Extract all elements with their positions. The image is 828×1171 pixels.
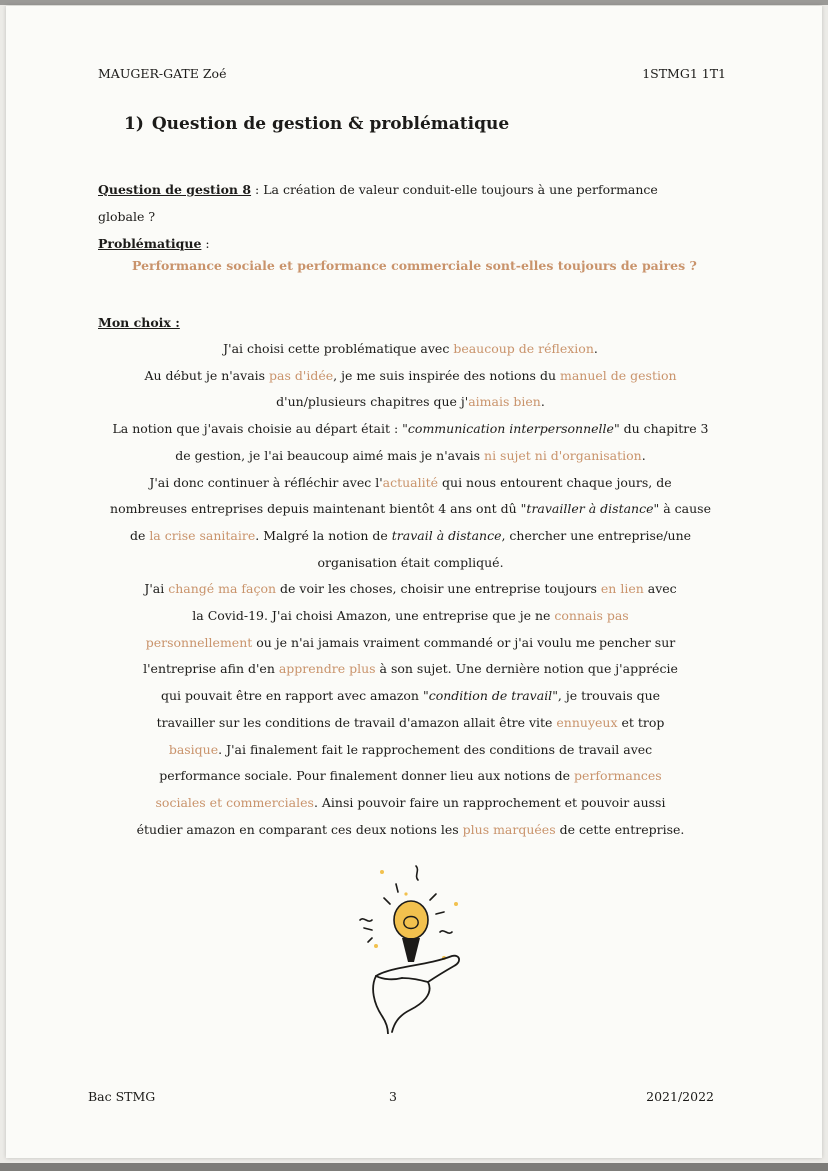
italic-text: communication interpersonnelle xyxy=(407,421,614,437)
highlighted-text: changé ma façon xyxy=(168,581,277,597)
author-name: MAUGER-GATE Zoé xyxy=(98,66,227,81)
paragraph-text: de cette entreprise. xyxy=(555,821,685,837)
highlighted-text: en lien xyxy=(600,581,644,597)
paragraph-text: étudier amazon en comparant ces deux notions les xyxy=(136,821,463,837)
paragraph-line xyxy=(98,817,723,844)
document-page xyxy=(6,6,822,1158)
highlighted-text: aimais bien xyxy=(468,394,541,410)
paragraph-line xyxy=(98,496,723,523)
paragraph-text: " du chapitre 3 xyxy=(613,421,709,437)
choix-paragraph xyxy=(98,336,723,843)
highlighted-text: plus marquées xyxy=(462,821,556,837)
highlighted-text: pas d'idée xyxy=(269,367,334,383)
paragraph-text: l'entreprise afin d'en xyxy=(143,661,279,677)
paragraph-text: de gestion, je l'ai beaucoup aimé mais je n'avais xyxy=(175,447,485,463)
paragraph-line xyxy=(98,576,723,603)
paragraph-line xyxy=(98,630,723,657)
paragraph-text: , chercher une entreprise/une xyxy=(501,527,692,543)
highlighted-text: actualité xyxy=(382,474,439,490)
highlighted-text: ennuyeux xyxy=(556,714,618,730)
paragraph-line xyxy=(98,710,723,737)
paragraph-line xyxy=(98,336,723,363)
highlighted-text: ni sujet ni d'organisation xyxy=(484,447,642,463)
section-number: 1) xyxy=(124,114,144,134)
paragraph-text: à son sujet. Une dernière notion que j'apprécie xyxy=(375,661,678,677)
paragraph-line xyxy=(98,470,723,497)
question-text: La création de valeur conduit-elle toujours à une performance xyxy=(263,182,658,197)
paragraph-text: la Covid-19. J'ai choisi Amazon, une entreprise que je ne xyxy=(192,608,555,624)
highlighted-text: beaucoup de réflexion xyxy=(453,341,594,356)
problematique-text: Performance sociale et performance commerciale sont-elles toujours de paires ? xyxy=(132,258,697,273)
paragraph-text: qui nous entourent chaque jours, de xyxy=(438,474,672,490)
paragraph-text: de voir les choses, choisir une entreprise toujours xyxy=(276,581,601,597)
paragraph-text: Au début je n'avais xyxy=(144,367,270,383)
paragraph-text: nombreuses entreprises depuis maintenant bientôt 4 ans ont dû " xyxy=(110,501,527,517)
school-year: 2021/2022 xyxy=(646,1089,714,1104)
paragraph-text: organisation était compliqué. xyxy=(317,554,504,570)
paragraph-text: , je me suis inspirée des notions du xyxy=(333,367,560,383)
paragraph-text: J'ai donc continuer à réfléchir avec l' xyxy=(149,474,383,490)
paragraph-line xyxy=(98,523,723,550)
paragraph-text: . xyxy=(593,341,598,356)
highlighted-text: sociales et commerciales xyxy=(155,794,314,810)
section-title-text: Question de gestion & problématique xyxy=(151,114,510,134)
paragraph-text: " à cause xyxy=(653,501,711,517)
paragraph-text: La notion que j'avais choisie au départ était : " xyxy=(112,421,408,437)
italic-text: travailler à distance xyxy=(526,501,654,517)
choix-label: Mon choix : xyxy=(98,315,180,330)
paragraph-line xyxy=(98,416,723,443)
paragraph-text: . Ainsi pouvoir faire un rapprochement et pouvoir aussi xyxy=(313,794,666,810)
paragraph-text: ou je n'ai jamais vraiment commandé or j'ai voulu me pencher sur xyxy=(252,634,676,650)
paragraph-line xyxy=(98,790,723,817)
highlighted-text: manuel de gestion xyxy=(559,367,677,383)
paragraph-line xyxy=(98,389,723,416)
paragraph-line xyxy=(98,550,723,577)
problematique-sep: : xyxy=(201,236,210,251)
highlighted-text: personnellement xyxy=(145,634,253,650)
paragraph-text: . xyxy=(540,394,545,410)
paragraph-line xyxy=(98,443,723,470)
highlighted-text: connais pas xyxy=(554,608,629,624)
question-label: Question de gestion 8 xyxy=(98,182,252,197)
scan-top-edge xyxy=(0,0,828,5)
question-block xyxy=(98,176,718,257)
paragraph-line xyxy=(98,763,723,790)
lightbulb-hand-icon xyxy=(336,854,486,1034)
highlighted-text: la crise sanitaire xyxy=(149,527,256,543)
class-code: 1STMG1 1T1 xyxy=(642,66,726,81)
paragraph-text: d'un/plusieurs chapitres que j' xyxy=(276,394,469,410)
highlighted-text: performances xyxy=(574,768,662,784)
paragraph-text: performance sociale. Pour finalement donner lieu aux notions de xyxy=(159,768,575,784)
problematique-label: Problématique xyxy=(98,236,202,251)
paragraph-text: J'ai choisi cette problématique avec xyxy=(223,341,454,356)
paragraph-line xyxy=(98,603,723,630)
paragraph-text: J'ai xyxy=(144,581,169,597)
footer-left: Bac STMG xyxy=(88,1089,156,1104)
paragraph-text: . xyxy=(641,447,646,463)
paragraph-line xyxy=(98,683,723,710)
paragraph-text: . Malgré la notion de xyxy=(255,527,392,543)
italic-text: travail à distance xyxy=(391,527,502,543)
scan-bottom-edge xyxy=(0,1163,828,1171)
paragraph-text: de xyxy=(129,527,150,543)
question-sep: : xyxy=(251,182,264,197)
paragraph-text: qui pouvait être en rapport avec amazon " xyxy=(160,688,429,704)
highlighted-text: apprendre plus xyxy=(278,661,376,677)
paragraph-line xyxy=(98,656,723,683)
section-title xyxy=(124,114,509,134)
page-number: 3 xyxy=(389,1089,397,1104)
question-text-cont: globale ? xyxy=(98,209,156,224)
italic-text: condition de travail xyxy=(428,688,553,704)
paragraph-text: avec xyxy=(643,581,677,597)
paragraph-text: ", je trouvais que xyxy=(552,688,661,704)
paragraph-text: travailler sur les conditions de travail d'amazon allait être vite xyxy=(156,714,557,730)
paragraph-line xyxy=(98,737,723,764)
paragraph-text: . J'ai finalement fait le rapprochement des conditions de travail avec xyxy=(218,741,653,757)
paragraph-text: et trop xyxy=(617,714,665,730)
highlighted-text: basique xyxy=(168,741,219,757)
paragraph-line xyxy=(98,363,723,390)
